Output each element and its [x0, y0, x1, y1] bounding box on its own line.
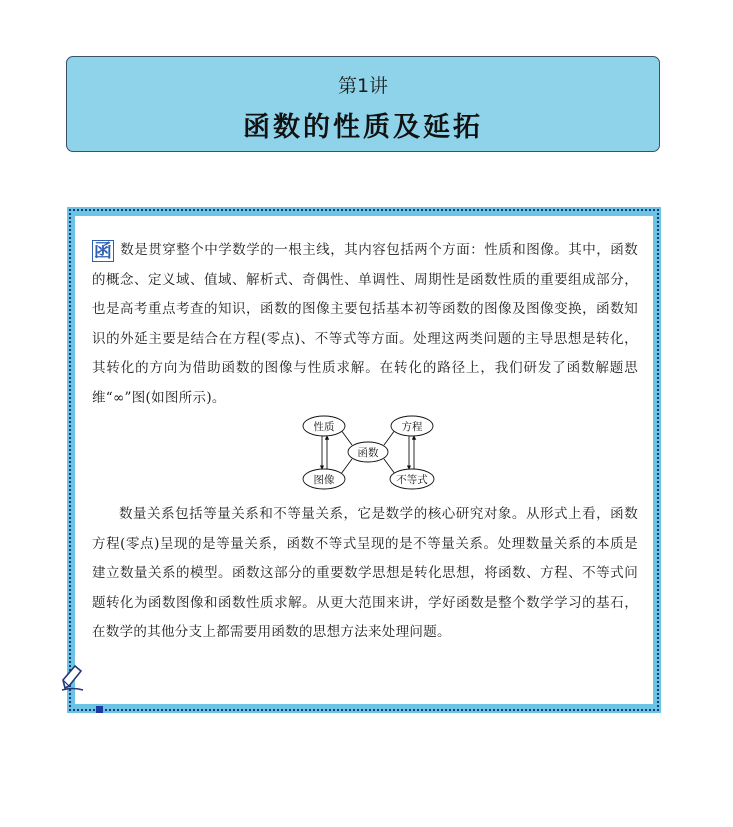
node-label-properties: 性质 — [313, 421, 335, 433]
lecture-header — [66, 56, 660, 152]
node-label-equation: 方程 — [401, 421, 423, 433]
infinity-diagram — [296, 412, 440, 492]
intro-paragraph-1-text: 数是贯穿整个中学数学的一根主线，其内容包括两个方面：性质和图像。其中，函数的概念、定义域、值域、解析式、奇偶性、单调性、周期性是函数性质的重要组成部分，也是高考重点考查的知识，函数的图像主要包括基本初等函数的图像及图像变换，函数知识的外延主要是结合在方程(零点)、不等式等方面。处理这两类问题的主导思想是转化，其转化的方向为借助函数的图像与性质求解。在转化的路径上，我们研发了函数解题思维“∞”图(如图所示)。 — [92, 242, 638, 406]
intro-paragraph-2: 数量关系包括等量关系和不等量关系，它是数学的核心研究对象。从形式上看，函数方程(零点)呈现的是等量关系，函数不等式呈现的是不等量关系。处理数量关系的本质是建立数量关系的模型。函数这部分的重要数学思想是转化思想，将函数、方程、不等式问题转化为函数图像和函数性质求解。从更大范围来讲，学好函数是整个数学学习的基石，在数学的其他分支上都需要用函数的思想方法来处理问题。 — [92, 506, 638, 641]
lecture-number: 第1讲 — [337, 75, 389, 97]
frame-dotted-border — [69, 209, 659, 211]
node-label-graph: 图像 — [313, 474, 335, 486]
frame-dotted-border — [657, 209, 659, 711]
node-label-inequality: 不等式 — [396, 474, 428, 486]
node-label-function: 函数 — [357, 447, 379, 459]
intro-paragraph-1 — [92, 236, 638, 414]
frame-dotted-border — [69, 209, 71, 711]
frame-dotted-border — [69, 709, 659, 711]
lecture-title: 函数的性质及延拓 — [243, 112, 483, 143]
corner-square-icon — [96, 706, 103, 713]
dropcap: 函 — [93, 241, 113, 262]
pencil-icon — [59, 662, 87, 692]
